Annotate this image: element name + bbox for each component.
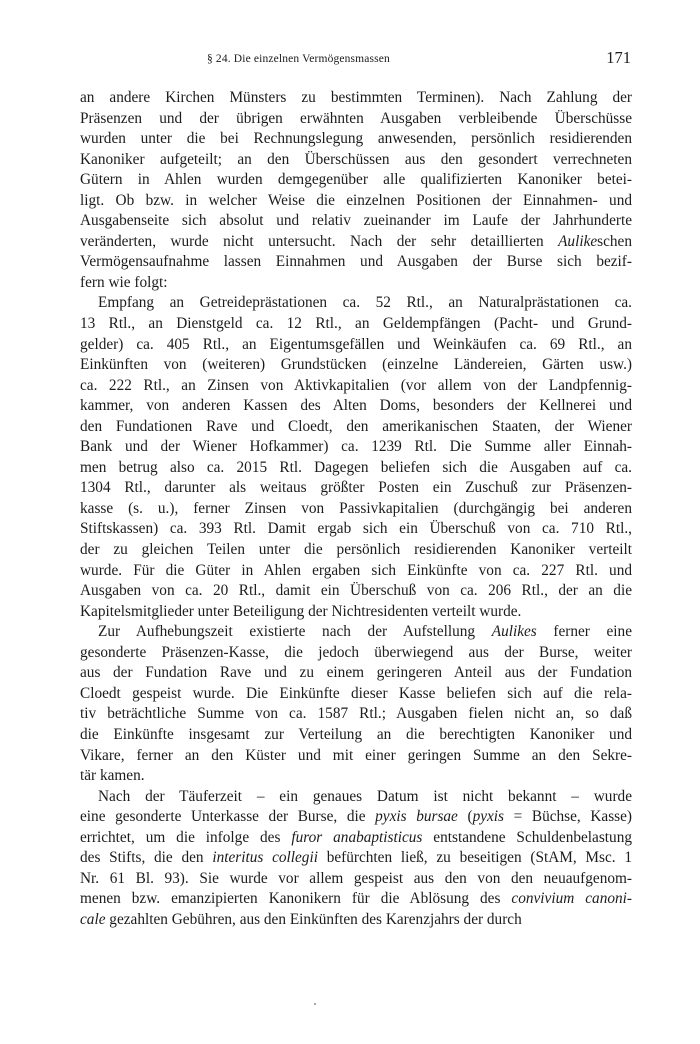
text-run: Vikare, ferner an den Küster und mit einer geringen Summe an den Sekre- (80, 746, 632, 764)
text-run: = Büchse, Kasse) (504, 808, 632, 826)
italic-run: pyxis (472, 808, 505, 826)
text-run: Kanoniker aufgeteilt; an den Überschüssen aus den gesondert verrechneten (80, 150, 632, 168)
text-run: tiv beträchtliche Summe von ca. 1587 Rtl.; Ausgaben fielen nicht an, so daß (80, 705, 632, 723)
text-run: Kapitelsmitglieder unter Beteiligung der Nichtresidenten verteilt wurde. (80, 602, 522, 620)
text-line (80, 663, 632, 684)
text-run: wurden unter die bei Rechnungslegung anwesenden, persönlich residierenden (80, 130, 632, 148)
text-run: 13 Rtl., an Dienstgeld ca. 12 Rtl., an Geldempfängen (Pacht- und Grund- (80, 315, 632, 333)
text-line (80, 273, 632, 294)
text-run: aus der Fundation Rave und zu einem geringeren Anteil aus der Fundation (80, 664, 632, 682)
text-run: entstandene Schuldenbelastung (422, 828, 632, 846)
text-line (80, 889, 632, 910)
text-run: ligt. Ob bzw. in welcher Weise die einzelnen Positionen der Einnahmen- und (80, 191, 632, 209)
text-line (80, 704, 632, 725)
text-line (80, 787, 632, 808)
text-line (80, 211, 632, 232)
text-run: tär kamen. (80, 767, 145, 785)
text-line (80, 540, 632, 561)
text-line (80, 869, 632, 890)
text-run: Vermögensaufnahme lassen Einnahmen und Ausgaben der Burse sich bezif- (80, 253, 632, 271)
text-line (80, 355, 632, 376)
text-line (80, 478, 632, 499)
text-run: Nach der Täuferzeit – ein genaues Datum ist nicht bekannt – wurde (98, 787, 632, 805)
italic-run: Aulike (558, 232, 598, 250)
text-run: die Einkünfte insgesamt zur Verteilung an die berechtigten Kanoniker und (80, 725, 632, 743)
page-number: 171 (606, 48, 631, 67)
text-run: 1304 Rtl., darunter als weitaus größter Posten ein Zuschuß zur Präsenzen- (80, 479, 632, 497)
text-run: an andere Kirchen Münsters zu bestimmten Terminen). Nach Zahlung der (80, 89, 632, 106)
running-title: § 24. Die einzelnen Vermögensmassen (207, 53, 390, 65)
text-line (80, 376, 632, 397)
text-line (80, 581, 632, 602)
text-run: Stiftskassen) ca. 393 Rtl. Damit ergab sich ein Überschuß von ca. 710 Rtl., (80, 520, 632, 538)
text-run: wurde. Für die Güter in Ahlen ergaben sich Einkünfte von ca. 227 Rtl. und (80, 561, 632, 579)
paragraph (80, 787, 632, 931)
text-line (80, 150, 632, 171)
text-line (80, 252, 632, 273)
italic-run: cale (80, 910, 106, 928)
paragraph (80, 622, 632, 786)
text-run: Zur Aufhebungszeit existierte nach der Aufstellung (98, 623, 492, 641)
text-line (80, 437, 632, 458)
body-text (80, 88, 632, 930)
text-line (80, 519, 632, 540)
text-run: Präsenzen und der übrigen erwähnten Ausgaben verbleibende Überschüsse (80, 109, 632, 127)
text-line (80, 88, 632, 109)
text-line (80, 314, 632, 335)
running-header (80, 47, 632, 71)
text-line (80, 232, 632, 253)
italic-run: furor anabaptisticus (291, 828, 423, 846)
text-run: menen bzw. emanzipierten Kanonikern für die Ablösung des (80, 890, 512, 908)
text-run: befürchten ließ, zu beseitigen (StAM, Msc. 1 (317, 849, 632, 867)
text-run: Einkünften von (weiteren) Grundstücken (einzelne Ländereien, Gärten usw.) (80, 356, 632, 374)
text-line (80, 396, 632, 417)
text-line (80, 684, 632, 705)
text-line (80, 458, 632, 479)
text-line (80, 910, 632, 931)
text-run: gesonderte Präsenzen-Kasse, die jedoch überwiegend aus der Burse, weiter (80, 643, 632, 661)
text-line (80, 746, 632, 767)
text-run: Ausgabenseite sich absolut und relativ zueinander im Laufe der Jahrhunderte (80, 212, 632, 230)
text-line (80, 766, 632, 787)
text-line (80, 807, 632, 828)
text-line (80, 848, 632, 869)
text-run: schen (597, 232, 632, 250)
text-line (80, 643, 632, 664)
text-run: kammer, von anderen Kassen des Alten Doms, besonders der Kellnerei und (80, 397, 632, 415)
text-run: der zu gleichen Teilen unter die persönlich residierenden Kanoniker verteilt (80, 541, 632, 559)
text-run: ca. 222 Rtl., an Zinsen von Aktivkapitalien (vor allem von der Landpfennig- (80, 376, 632, 394)
print-speck (314, 1003, 316, 1005)
text-run: Empfang an Getreideprästationen ca. 52 Rtl., an Naturalprästationen ca. (98, 294, 632, 312)
text-run: Ausgaben von ca. 20 Rtl., damit ein Überschuß von ca. 206 Rtl., der an die (80, 582, 632, 600)
text-line (80, 499, 632, 520)
text-run: Gütern in Ahlen wurden demgegenüber alle qualifizierten Kanoniker betei- (80, 171, 632, 189)
text-run: den Fundationen Rave und Cloedt, den amerikanischen Staaten, der Wiener (80, 417, 632, 435)
text-line (80, 293, 632, 314)
text-line (80, 170, 632, 191)
text-run: errichtet, um die infolge des (80, 828, 292, 846)
text-run: des Stifts, die den (80, 849, 213, 867)
italic-run: interitus collegii (212, 849, 318, 867)
paragraph (80, 293, 632, 622)
text-line (80, 109, 632, 130)
text-run: Cloedt gespeist wurde. Die Einkünfte dieser Kasse beliefen sich auf die rela- (80, 684, 632, 702)
paragraph (80, 88, 632, 293)
text-run: Nr. 61 Bl. 93). Sie wurde vor allem gespeist aus den von den neuaufgenom- (80, 869, 632, 887)
text-run: ferner eine (536, 623, 632, 641)
text-run: kasse (s. u.), ferner Zinsen von Passivkapitalien (durchgängig bei anderen (80, 499, 632, 517)
text-run: ( (457, 808, 473, 826)
text-line (80, 417, 632, 438)
text-run: Bank und der Wiener Hofkammer) ca. 1239 Rtl. Die Summe aller Einnah- (80, 438, 632, 456)
text-run: gelder) ca. 405 Rtl., an Eigentumsgefällen und Weinkäufen ca. 69 Rtl., an (80, 335, 632, 353)
italic-run: Aulikes (491, 623, 537, 641)
text-line (80, 602, 632, 623)
italic-run: pyxis bursae (375, 808, 458, 826)
text-run: fern wie folgt: (80, 273, 168, 291)
text-line (80, 191, 632, 212)
text-run: gezahlten Gebühren, aus den Einkünften des Karenzjahrs der durch (105, 910, 522, 928)
text-line (80, 828, 632, 849)
text-line (80, 622, 632, 643)
text-line (80, 335, 632, 356)
text-line (80, 561, 632, 582)
italic-run: convivium canoni- (511, 890, 632, 908)
text-run: veränderten, wurde nicht untersucht. Nach der sehr detaillierten (80, 232, 559, 250)
text-line (80, 725, 632, 746)
text-run: eine gesonderte Unterkasse der Burse, die (80, 808, 376, 826)
text-run: men betrug also ca. 2015 Rtl. Dagegen beliefen sich die Ausgaben auf ca. (80, 458, 632, 476)
text-line (80, 129, 632, 150)
